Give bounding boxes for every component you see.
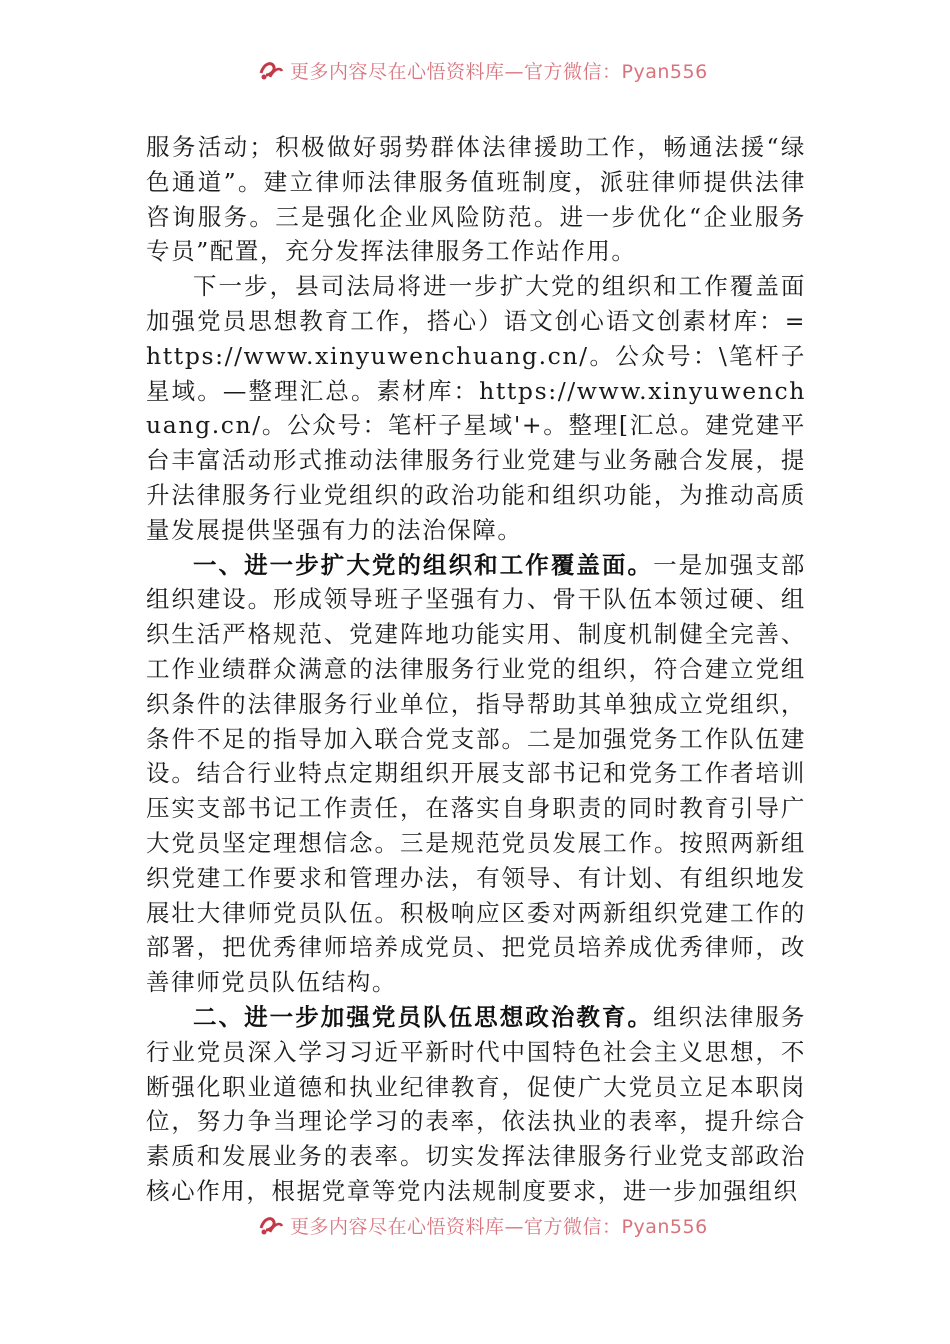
watermark-text: 更多内容尽在心悟资料库—官方微信：Pyan556 [290, 60, 708, 83]
paragraph-text: 下一步，县司法局将进一步扩大党的组织和工作覆盖面加强党员思想教育工作，搭心）语文创心语文创素材库：=https://www.xinyuwenchuang.cn/。公众号：\笔杆子星域。—整理汇总。素材库：https://www.xinyuwenchuang.cn/。公众号：笔杆子星域'+。整理[汇总。建党建平台丰富活动形式推动法律服务行业党建与业务融合发展，提升法律服务行业党组织的政治功能和组织功能，为推动高质量发展提供坚强有力的法治保障。 [146, 272, 806, 544]
paragraph-2 [146, 269, 806, 547]
watermark-text: 更多内容尽在心悟资料库—官方微信：Pyan556 [290, 1215, 708, 1238]
paragraph-text: 组织法律服务行业党员深入学习习近平新时代中国特色社会主义思想，不断强化职业道德和执业纪律教育，促使广大党员立足本职岗位，努力争当理论学习的表率，依法执业的表率，提升综合素质和发展业务的表率。切实发挥法律服务行业党支部政治核心作用，根据党章等党内法规制度要求，进一步加强组织 [146, 1002, 806, 1205]
watermark-bottom [258, 1210, 778, 1240]
section-heading-1: 一、进一步扩大党的组织和工作覆盖面。 [193, 550, 654, 579]
watermark-top [258, 55, 778, 85]
paragraph-text: 服务活动；积极做好弱势群体法律援助工作，畅通法援“绿色通道”。建立律师法律服务值班制度，派驻律师提供法律咨询服务。三是强化企业风险防范。进一步优化“企业服务专员”配置，充分发挥法律服务工作站作用。 [146, 133, 806, 266]
paragraph-text: 一是加强支部组织建设。形成领导班子坚强有力、骨干队伍本领过硬、组织生活严格规范、党建阵地功能实用、制度机制健全完善、工作业绩群众满意的法律服务行业党的组织，符合建立党组织条件的法律服务行业单位，指导帮助其单独成立党组织，条件不足的指导加入联合党支部。二是加强党务工作队伍建设。结合行业特点定期组织开展支部书记和党务工作者培训压实支部书记工作责任，在落实自身职责的同时教育引导广大党员坚定理想信念。三是规范党员发展工作。按照两新组织党建工作要求和管理办法，有领导、有计划、有组织地发展壮大律师党员队伍。积极响应区委对两新组织党建工作的部署，把优秀律师培养成党员、把党员培养成优秀律师，改善律师党员队伍结构。 [146, 550, 806, 997]
section-heading-2: 二、进一步加强党员队伍思想政治教育。 [193, 1002, 654, 1031]
paragraph-3 [146, 548, 806, 1000]
paragraph-4 [146, 1000, 806, 1209]
paragraph-1 [146, 130, 806, 269]
logo-icon [258, 59, 284, 81]
document-body [146, 130, 806, 1209]
logo-icon [258, 1214, 284, 1236]
